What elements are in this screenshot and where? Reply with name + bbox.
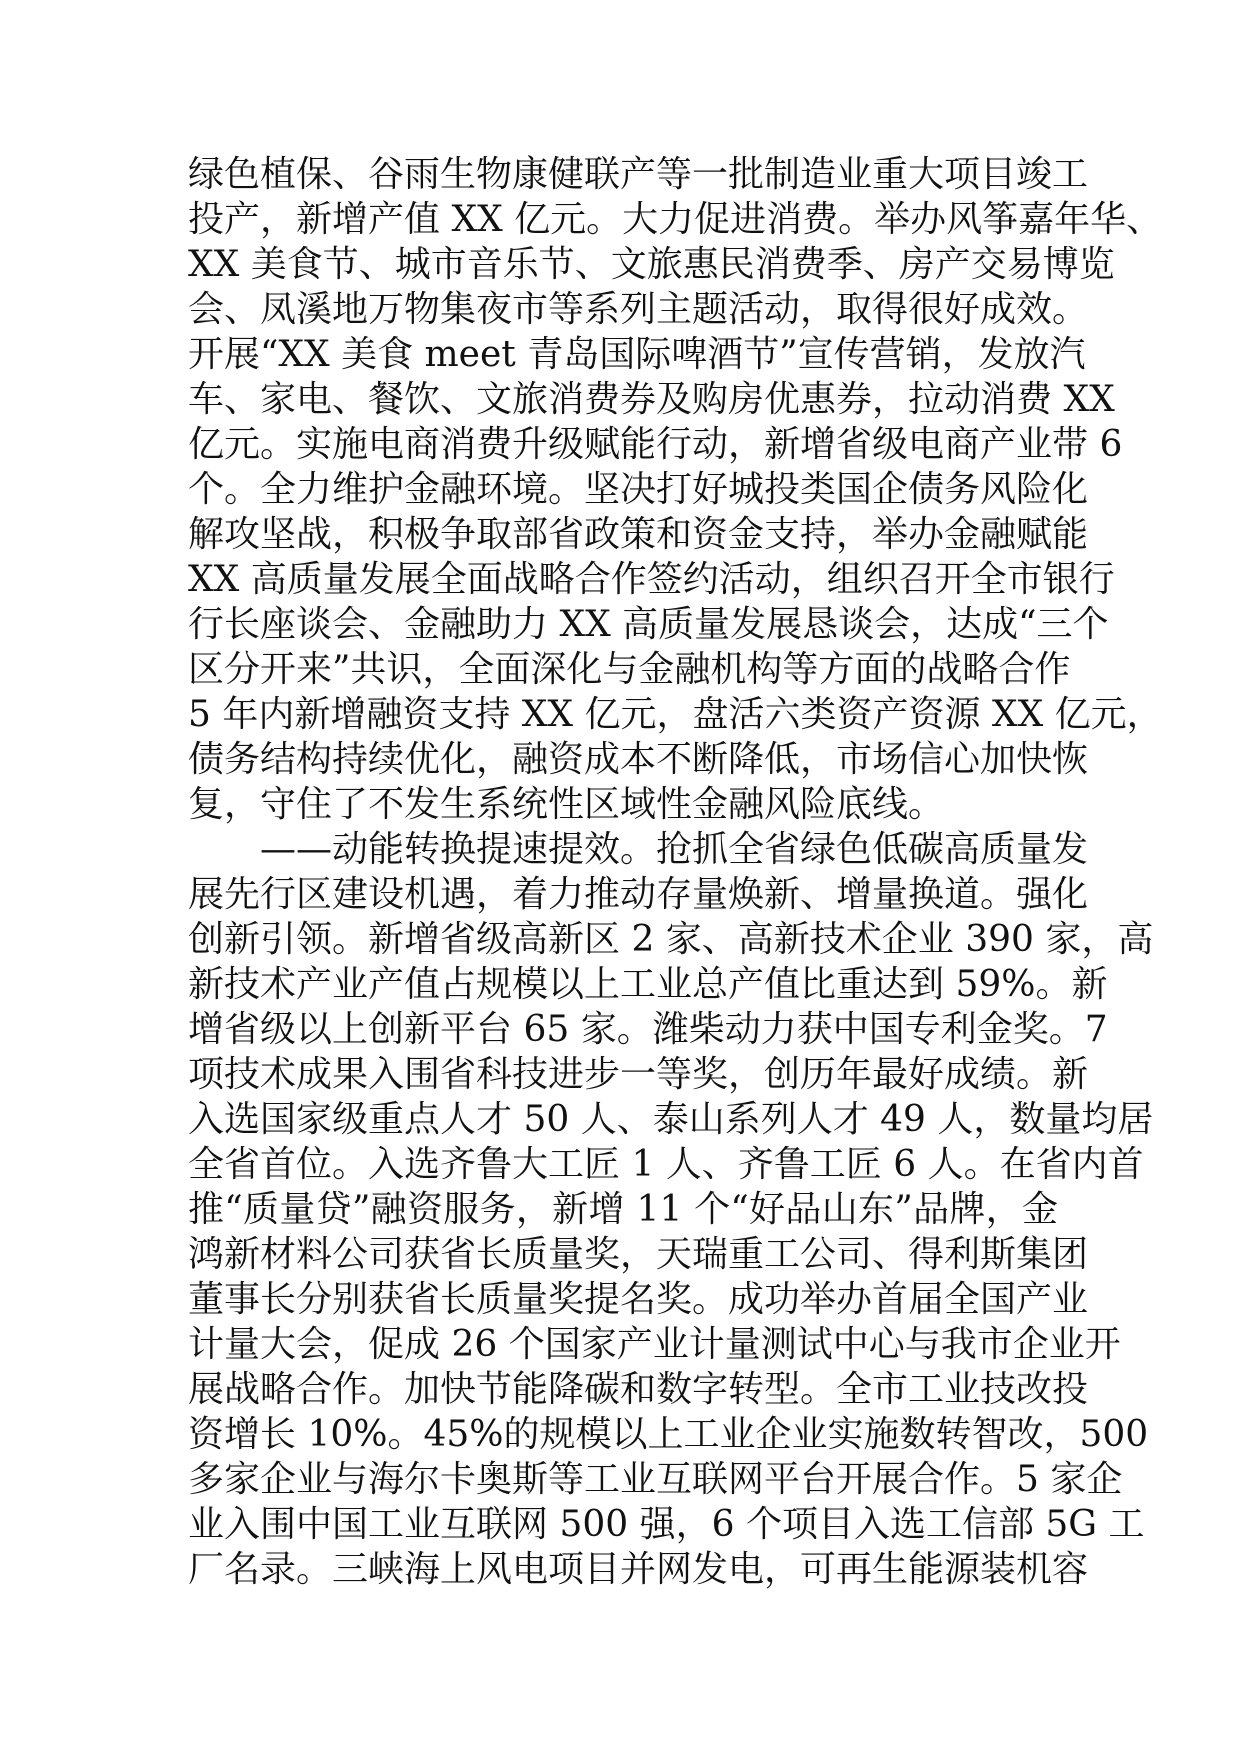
text-line: 亿元。实施电商消费升级赋能行动，新增省级电商产业带 6	[188, 424, 1123, 465]
text-line: 计量大会，促成 26 个国家产业计量测试中心与我市企业开	[188, 1324, 1121, 1365]
section-heading-line: ——动能转换提速提效。抢抓全省绿色低碳高质量发	[260, 829, 1089, 870]
text-line: 全省首位。入选齐鲁大工匠 1 人、齐鲁工匠 6 人。在省内首	[188, 1144, 1144, 1185]
text-line: 入选国家级重点人才 50 人、泰山系列人才 49 人，数量均居	[188, 1099, 1154, 1140]
text-line: 车、家电、餐饮、文旅消费券及购房优惠券，拉动消费 XX	[188, 379, 1115, 420]
text-line: 5 年内新增融资支持 XX 亿元，盘活六类资产资源 XX 亿元，	[188, 694, 1163, 735]
text-line: 解攻坚战，积极争取部省政策和资金支持，举办金融赋能	[188, 514, 1089, 555]
text-line: 业入围中国工业互联网 500 强，6 个项目入选工信部 5G 工	[188, 1504, 1145, 1545]
text-line: 项技术成果入围省科技进步一等奖，创历年最好成绩。新	[188, 1054, 1089, 1095]
text-line: 债务结构持续优化，融资成本不断降低，市场信心加快恢	[188, 739, 1089, 780]
text-line: 推“质量贷”融资服务，新增 11 个“好品山东”品牌，金	[188, 1189, 1058, 1230]
text-line: 董事长分别获省长质量奖提名奖。成功举办首届全国产业	[188, 1279, 1089, 1320]
text-line: 展先行区建设机遇，着力推动存量焕新、增量换道。强化	[188, 874, 1089, 915]
text-line: 展战略合作。加快节能降碳和数字转型。全市工业技改投	[188, 1369, 1089, 1410]
text-line: 绿色植保、谷雨生物康健联产等一批制造业重大项目竣工	[188, 154, 1089, 195]
text-line: 区分开来”共识，全面深化与金融机构等方面的战略合作	[188, 649, 1071, 690]
text-line: 投产，新增产值 XX 亿元。大力促进消费。举办风筝嘉年华、	[188, 199, 1163, 240]
text-line: 行长座谈会、金融助力 XX 高质量发展恳谈会，达成“三个	[188, 604, 1109, 645]
text-line: 开展“XX 美食 meet 青岛国际啤酒节”宣传营销，发放汽	[188, 334, 1086, 375]
text-line: 复，守住了不发生系统性区域性金融风险底线。	[188, 784, 945, 825]
text-line: XX 美食节、城市音乐节、文旅惠民消费季、房产交易博览	[188, 244, 1115, 285]
text-line: 增省级以上创新平台 65 家。潍柴动力获中国专利金奖。7	[188, 1009, 1108, 1050]
document-body	[188, 152, 1163, 1592]
text-line: XX 高质量发展全面战略合作签约活动，组织召开全市银行	[188, 559, 1115, 600]
text-line: 厂名录。三峡海上风电项目并网发电，可再生能源装机容	[188, 1549, 1089, 1590]
text-line: 新技术产业产值占规模以上工业总产值比重达到 59%。新	[188, 964, 1108, 1005]
text-line: 多家企业与海尔卡奥斯等工业互联网平台开展合作。5 家企	[188, 1459, 1123, 1500]
text-line: 会、凤溪地万物集夜市等系列主题活动，取得很好成效。	[188, 289, 1089, 330]
text-line: 创新引领。新增省级高新区 2 家、高新技术企业 390 家，高	[188, 919, 1154, 960]
text-line: 个。全力维护金融环境。坚决打好城投类国企债务风险化	[188, 469, 1089, 510]
text-line: 资增长 10%。45%的规模以上工业企业实施数转智改，500	[188, 1414, 1149, 1455]
text-line: 鸿新材料公司获省长质量奖，天瑞重工公司、得利斯集团	[188, 1234, 1089, 1275]
